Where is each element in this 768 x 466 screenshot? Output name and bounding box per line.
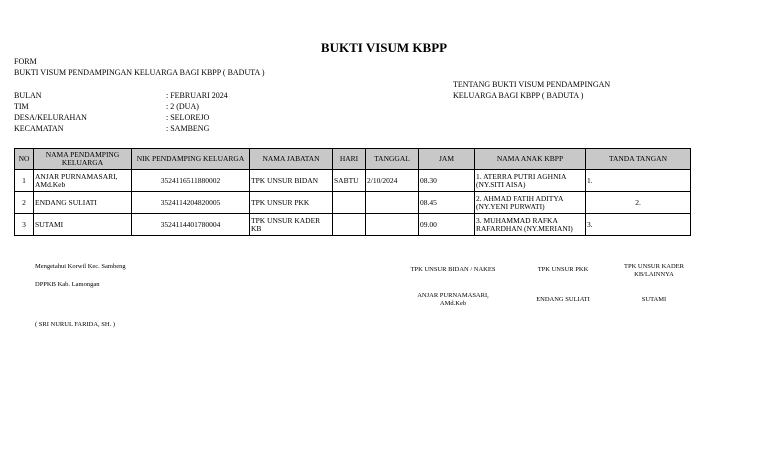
cell-anak: 2. AHMAD FATIH ADITYA (NY.YENI PURWATI) [475, 192, 586, 214]
visum-table [14, 148, 691, 236]
header-jabatan: NAMA JABATAN [250, 149, 333, 170]
info-value-tim: : 2 (DUA) [166, 102, 199, 111]
cell-tanggal [366, 192, 419, 214]
info-label-bulan: BULAN [14, 91, 42, 100]
table-row [15, 192, 691, 214]
header-nik: NIK PENDAMPING KELUARGA [132, 149, 250, 170]
cell-jam: 08.45 [419, 192, 475, 214]
cell-anak: 3. MUHAMMAD RAFKA RAFARDHAN (NY.MERIANI) [475, 214, 586, 236]
form-title: BUKTI VISUM PENDAMPINGAN KELUARGA BAGI KBPP ( BADUTA ) [14, 68, 265, 77]
info-label-desa: DESA/KELURAHAN [14, 113, 87, 122]
form-label: FORM [14, 57, 37, 66]
cell-nik: 3524114204820005 [132, 192, 250, 214]
header-nama-anak: NAMA ANAK KBPP [475, 149, 586, 170]
sign-title-kader: TPK UNSUR KADER KB/LAINNYA [624, 263, 684, 278]
cell-no: 2 [15, 192, 34, 214]
korwil-name: ( SRI NURUL FARIDA, SH. ) [35, 321, 115, 328]
cell-hari [333, 192, 366, 214]
header-no: NO [15, 149, 34, 170]
sign-name-pkk: ENDANG SULIATI [536, 296, 590, 303]
cell-hari [333, 214, 366, 236]
cell-jabatan: TPK UNSUR KADER KB [250, 214, 333, 236]
cell-jabatan: TPK UNSUR PKK [250, 192, 333, 214]
dppkb-label: DPPKB Kab. Lamongan [35, 281, 100, 288]
cell-jam: 09.00 [419, 214, 475, 236]
cell-ttd: 3. [586, 214, 691, 236]
cell-ttd: 2. [586, 192, 691, 214]
cell-anak: 1. ATERRA PUTRI AGHNIA (NY.SITI AISA) [475, 170, 586, 192]
cell-nama: SUTAMI [34, 214, 132, 236]
table-header-row [15, 149, 691, 170]
info-value-desa: : SELOREJO [166, 113, 210, 122]
cell-jabatan: TPK UNSUR BIDAN [250, 170, 333, 192]
right-header-line-2: KELUARGA BAGI KBPP ( BADUTA ) [453, 91, 584, 100]
cell-tanggal [366, 214, 419, 236]
header-hari: HARI [333, 149, 366, 170]
cell-hari: SABTU [333, 170, 366, 192]
info-label-tim: TIM [14, 102, 29, 111]
mengetahui-label: Mengetahui Korwil Kec. Sambeng [35, 263, 126, 270]
info-value-kecamatan: : SAMBENG [166, 124, 210, 133]
sign-name-bidan: ANJAR PURNAMASARI, AMd.Keb [417, 292, 489, 307]
cell-tanggal: 2/10/2024 [366, 170, 419, 192]
sign-name-kader: SUTAMI [641, 296, 667, 303]
cell-nik: 3524114401780004 [132, 214, 250, 236]
sign-title-pkk: TPK UNSUR PKK [537, 266, 589, 273]
cell-jam: 08.30 [419, 170, 475, 192]
document-title: BUKTI VISUM KBPP [320, 40, 448, 55]
cell-nama: ENDANG SULIATI [34, 192, 132, 214]
cell-nama: ANJAR PURNAMASARI, AMd.Keb [34, 170, 132, 192]
cell-no: 1 [15, 170, 34, 192]
header-nama-pendamping: NAMA PENDAMPING KELUARGA [34, 149, 132, 170]
table-row [15, 170, 691, 192]
header-tanda-tangan: TANDA TANGAN [586, 149, 691, 170]
cell-ttd: 1. [586, 170, 691, 192]
header-jam: JAM [419, 149, 475, 170]
cell-no: 3 [15, 214, 34, 236]
sign-title-bidan: TPK UNSUR BIDAN / NAKES [410, 266, 496, 273]
right-header-line-1: TENTANG BUKTI VISUM PENDAMPINGAN [453, 80, 611, 89]
info-label-kecamatan: KECAMATAN [14, 124, 64, 133]
table-row [15, 214, 691, 236]
header-tanggal: TANGGAL [366, 149, 419, 170]
cell-nik: 3524116511880002 [132, 170, 250, 192]
info-value-bulan: : FEBRUARI 2024 [166, 91, 228, 100]
